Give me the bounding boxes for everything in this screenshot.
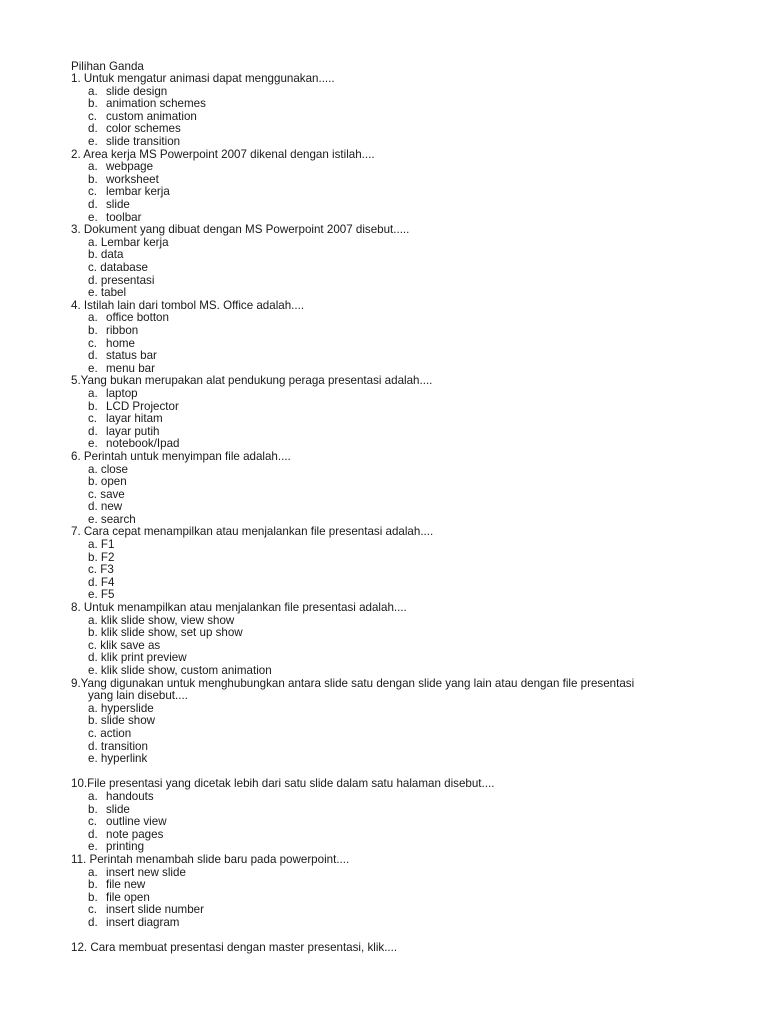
option-marker: a. (88, 84, 98, 98)
option-marker: d. (88, 827, 98, 841)
option-marker: e. (88, 135, 98, 149)
option-text: F2 (100, 550, 115, 564)
option-marker: e. (88, 210, 98, 224)
option-marker: b. (88, 550, 98, 564)
option-text: note pages (106, 827, 164, 841)
question-text: 5.Yang bukan merupakan alat pendukung peraga presentasi adalah.... (71, 374, 433, 388)
option-marker: e. (88, 588, 98, 602)
answer-option (71, 161, 711, 174)
option-text: klik print preview (100, 651, 187, 665)
question-block (71, 224, 711, 300)
question-text: 4. Istilah lain dari tombol MS. Office adalah.... (71, 298, 305, 312)
option-text: menu bar (106, 361, 155, 375)
option-marker: a. (88, 613, 98, 627)
option-marker: d. (88, 424, 98, 438)
question-block (71, 854, 711, 942)
option-marker: d. (88, 273, 98, 287)
option-text: slide (106, 802, 130, 816)
option-marker: d. (88, 915, 98, 929)
option-marker: a. (88, 235, 98, 249)
option-text: laptop (106, 386, 138, 400)
option-text: status bar (106, 349, 157, 363)
answer-option (71, 867, 711, 880)
option-text: tabel (100, 286, 127, 300)
option-marker: d. (88, 349, 98, 363)
section-title: Pilihan Ganda (71, 59, 144, 73)
option-text: open (100, 475, 127, 489)
option-text: close (100, 462, 128, 476)
question-block (71, 149, 711, 225)
answer-option (71, 464, 711, 477)
question-text: 6. Perintah untuk menyimpan file adalah.... (71, 449, 291, 463)
option-text: transition (100, 739, 148, 753)
option-marker: b. (88, 714, 98, 728)
answer-option (71, 816, 711, 829)
answer-option (71, 552, 711, 565)
option-text: presentasi (100, 273, 155, 287)
option-text: F4 (100, 575, 115, 589)
answer-option (71, 879, 711, 892)
answer-option (71, 715, 711, 728)
question-block (71, 73, 711, 149)
option-text: toolbar (106, 210, 142, 224)
option-marker: e. (88, 437, 98, 451)
question-block (71, 300, 711, 376)
answer-option (71, 237, 711, 250)
option-text: outline view (106, 815, 167, 829)
option-marker: d. (88, 500, 98, 514)
answer-option (71, 186, 711, 199)
option-marker: e. (88, 286, 98, 300)
answer-option (71, 501, 711, 514)
answer-option (71, 627, 711, 640)
option-marker: d. (88, 739, 98, 753)
answer-option (71, 199, 711, 212)
question-text: 12. Cara membuat presentasi dengan master presentasi, klik.... (71, 941, 398, 955)
question-block (71, 526, 711, 602)
answer-option (71, 350, 711, 363)
question-text-continuation: yang lain disebut.... (88, 689, 188, 703)
option-text: F1 (100, 538, 115, 552)
option-marker: c. (88, 412, 98, 426)
option-marker: e. (88, 512, 98, 526)
answer-option (71, 829, 711, 842)
option-marker: c. (88, 261, 98, 274)
option-marker: a. (88, 865, 98, 879)
option-marker: c. (88, 638, 98, 652)
answer-option (71, 287, 711, 300)
question-block (71, 375, 711, 451)
option-marker: c. (88, 563, 98, 577)
option-marker: b. (88, 802, 98, 816)
option-marker: b. (88, 878, 98, 892)
answer-option (71, 338, 711, 351)
option-marker: b. (88, 323, 98, 337)
option-marker: a. (88, 386, 98, 400)
option-marker: d. (88, 651, 98, 665)
option-marker: c. (88, 487, 98, 501)
option-text: Lembar kerja (100, 235, 169, 249)
option-text: office botton (106, 311, 169, 325)
document-page (71, 61, 711, 955)
answer-option (71, 665, 711, 678)
question-block (71, 942, 711, 955)
option-marker: c. (88, 109, 98, 123)
option-text: new (100, 500, 123, 514)
option-text: search (100, 512, 136, 526)
option-marker: a. (88, 311, 98, 325)
option-text: layar putih (106, 424, 160, 438)
option-text: action (100, 726, 132, 740)
option-text: klik slide show, custom animation (100, 664, 272, 677)
option-text: klik save as (100, 638, 161, 652)
answer-option (71, 804, 711, 817)
option-text: handouts (106, 789, 154, 803)
question-text: 8. Untuk menampilkan atau menjalankan file presentasi adalah.... (71, 601, 407, 615)
answer-option (71, 703, 711, 716)
option-text: ribbon (106, 323, 139, 337)
answer-option (71, 577, 711, 590)
option-text: webpage (106, 160, 154, 174)
question-block (71, 602, 711, 678)
option-text: slide design (106, 84, 168, 98)
question-text: 1. Untuk mengatur animasi dapat menggunakan..... (71, 72, 335, 86)
option-text: insert slide number (106, 903, 204, 917)
option-marker: d. (88, 575, 98, 589)
option-marker: e. (88, 361, 98, 375)
option-text: home (106, 336, 136, 350)
option-marker: e. (88, 664, 98, 677)
option-text: F5 (100, 588, 115, 602)
option-text: F3 (100, 563, 114, 577)
option-marker: a. (88, 160, 98, 174)
answer-option (71, 728, 711, 741)
question-text: 11. Perintah menambah slide baru pada powerpoint.... (71, 852, 350, 866)
option-marker: a. (88, 789, 98, 803)
option-text: custom animation (106, 109, 197, 123)
option-text: slide transition (106, 135, 181, 149)
option-marker: d. (88, 198, 98, 212)
answer-option (71, 753, 711, 766)
option-text: hyperlink (100, 752, 148, 766)
option-marker: c. (88, 903, 98, 917)
option-marker: a. (88, 462, 98, 476)
option-marker: b. (88, 97, 98, 111)
option-text: save (100, 487, 125, 501)
option-text: file open (106, 890, 150, 904)
option-marker: e. (88, 840, 98, 854)
option-text: database (100, 261, 148, 274)
option-text: printing (106, 840, 145, 854)
question-block (71, 678, 711, 779)
option-marker: b. (88, 626, 98, 640)
option-marker: b. (88, 172, 98, 186)
option-marker: d. (88, 122, 98, 136)
question-text: 2. Area kerja MS Powerpoint 2007 dikenal dengan istilah.... (71, 147, 375, 161)
option-text: worksheet (106, 172, 159, 186)
question-block (71, 451, 711, 527)
answer-option (71, 262, 711, 275)
option-marker: a. (88, 701, 98, 715)
option-marker: b. (88, 475, 98, 489)
answer-option (71, 539, 711, 552)
option-text: hyperslide (100, 701, 154, 715)
question-text: 3. Dokument yang dibuat dengan MS Powerpoint 2007 disebut..... (71, 223, 410, 237)
option-text: slide show (100, 714, 156, 728)
answer-option (71, 489, 711, 502)
option-text: slide (106, 198, 130, 212)
option-text: LCD Projector (106, 399, 179, 413)
answer-option (71, 249, 711, 262)
answer-option (71, 325, 711, 338)
answer-option (71, 413, 711, 426)
option-marker: b. (88, 399, 98, 413)
answer-option (71, 564, 711, 577)
answer-option (71, 741, 711, 754)
option-text: klik slide show, view show (100, 613, 235, 627)
answer-option (71, 401, 711, 414)
option-text: klik slide show, set up show (100, 626, 243, 640)
option-text: notebook/Ipad (106, 437, 180, 451)
option-text: animation schemes (106, 97, 206, 111)
option-text: lembar kerja (106, 185, 170, 199)
option-text: file new (106, 878, 146, 892)
answer-option (71, 791, 711, 804)
option-marker: c. (88, 726, 98, 740)
answer-option (71, 312, 711, 325)
option-marker: c. (88, 336, 98, 350)
option-text: data (100, 248, 124, 262)
option-marker: c. (88, 815, 98, 829)
option-text: insert new slide (106, 865, 186, 879)
option-text: color schemes (106, 122, 181, 136)
question-text: 10.File presentasi yang dicetak lebih dari satu slide dalam satu halaman disebut.... (71, 777, 495, 791)
option-marker: e. (88, 752, 98, 766)
answer-option (71, 476, 711, 489)
option-marker: c. (88, 185, 98, 199)
question-block (71, 778, 711, 854)
option-text: insert diagram (106, 915, 180, 929)
answer-option (71, 275, 711, 288)
option-marker: b. (88, 890, 98, 904)
answer-option (71, 136, 711, 149)
question-text: 7. Cara cepat menampilkan atau menjalankan file presentasi adalah.... (71, 525, 434, 539)
question-list (71, 73, 711, 955)
option-marker: b. (88, 248, 98, 262)
option-marker: a. (88, 538, 98, 552)
answer-option (71, 917, 711, 930)
option-text: layar hitam (106, 412, 163, 426)
question-text: 9.Yang digunakan untuk menghubungkan antara slide satu dengan slide yang lain atau dengan file presentasi (71, 676, 635, 690)
